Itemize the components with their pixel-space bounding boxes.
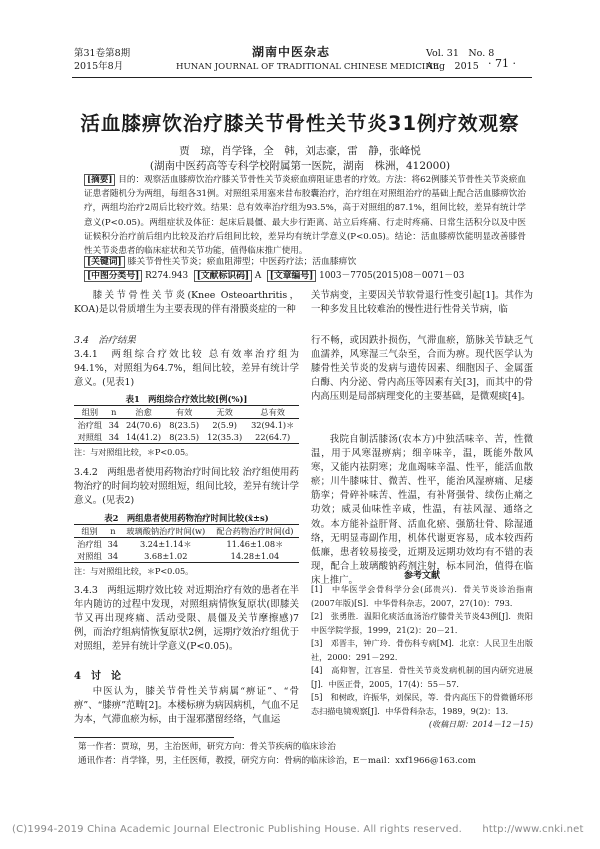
- table-2: [74, 512, 299, 577]
- abstract-label: [摘要]: [84, 174, 115, 186]
- journal-title-en: HUNAN JOURNAL OF TRADITIONAL CHINESE MEDICINE: [176, 62, 440, 72]
- reference-item: [5] 和树政，许振华，刘保民，等．骨内高压下的骨微循环形态扫描电镜观察[J]．中华骨科杂志，1989，9(2)：13．: [311, 692, 533, 716]
- intro-right: 关节病变，主要因关节软骨退行性变引起[1]。其作为一种多发且比较难治的慢性进行性骨关节病，临: [311, 290, 533, 316]
- table-cell: 34: [105, 550, 121, 563]
- copyright-notice: (C)1994-2019 China Academic Journal Electronic Publishing House. All rights reserved. http://www.cnki.net: [12, 824, 584, 835]
- table-cell: 对照组: [74, 550, 105, 563]
- table-cell: 14(41.2): [122, 431, 165, 444]
- keywords-label: [关键词]: [84, 256, 125, 268]
- table-cell: 治疗组: [77, 419, 103, 430]
- reference-item: [1] 中华医学会骨科学分会(邱贵兴)．骨关节炎诊治指南(2007年版)[S]．中华骨科杂志，2007，27(10)：793．: [311, 584, 533, 608]
- table-1-caption: 表1 两组综合疗效比较[例(%)]: [125, 394, 248, 404]
- doc-label: [文献标识码]: [194, 270, 252, 282]
- section-3-4-2-title: 3.4.2 两组患者使用药物治疗时间比较: [74, 467, 240, 478]
- section-4-heading: 4 讨 论: [74, 671, 121, 682]
- table-1-note: 注：与对照组比较，＊P<0.05。: [74, 447, 194, 457]
- section-3-4-1-title: 3.4.1 两组综合疗效比较: [74, 349, 204, 361]
- article-id-value: 1003－7705(2015)08－0071－03: [319, 271, 465, 281]
- section-3-4-2-text: 治疗组使用药物治疗的时间均较对照组短，组间比较，差异有统计学意义。(见表2): [74, 467, 300, 507]
- article-id-label: [文章编号]: [267, 270, 317, 282]
- section-3-4-1: [74, 348, 299, 390]
- table-1-header-cell: n: [106, 406, 122, 419]
- references-list: [311, 583, 533, 732]
- authors: 贾 琼，肖学锋，全 韩，刘志豪，雷 静，张峰悦: [179, 145, 421, 157]
- table-row: [74, 431, 299, 444]
- table-1-header-cell: 组别: [74, 406, 106, 419]
- table-cell: 34: [106, 431, 122, 444]
- table-cell: 14.28±1.04: [211, 550, 299, 563]
- table-cell: 24(70.6): [126, 420, 162, 430]
- section-3-4-3-text: 对近期治疗有效的患者在半年内随访的过程中发现，对照组病情恢复原状(即膝关节又再出现疼痛、活动受限、晨僵及关节摩擦感)7例，而治疗组病情恢复原状2例，远期疗效治疗组优于对照组，差异有统计学意义(P<0.05)。: [74, 585, 299, 653]
- table-cell: 3.68±1.02: [121, 550, 211, 563]
- header-rule: [72, 77, 532, 78]
- table-cell: 2(5.9): [212, 420, 237, 430]
- date-en: Aug 2015: [426, 61, 479, 72]
- section-3-4-heading: 3.4 治疗结果: [74, 335, 136, 346]
- table-cell: 11.46±1.08＊: [226, 538, 284, 549]
- reference-item: [3] 邓晋丰，钟广玲．骨伤科专病[M]．北京：人民卫生出版社，2000：291－292．: [311, 638, 533, 662]
- table-cell: 12(35.3): [203, 431, 246, 444]
- table-cell: 32(94.1)＊: [251, 419, 295, 430]
- table-1-header-cell: 治愈: [122, 406, 165, 419]
- volume-no-en: Vol. 31 No. 8: [426, 48, 495, 59]
- table-cell: 8(23.5): [165, 431, 203, 444]
- reference-item: [4] 高仰智，江容星．骨性关节炎发病机制的国内研究进展[J]．中医正骨，2005，17(4)：55－57．: [311, 665, 533, 689]
- table-cell: 8(23.5): [169, 420, 200, 430]
- keywords-text: 膝关节骨性关节炎；瘀血阻滞型；中医药疗法；活血膝痹饮: [127, 257, 357, 267]
- received-date: (收稿日期：2014－12－15): [428, 719, 533, 729]
- table-2-header-cell: 组别: [74, 525, 105, 538]
- article-title: 活血膝痹饮治疗膝关节骨性关节炎31例疗效观察: [80, 112, 520, 135]
- table-cell: 治疗组: [77, 538, 102, 549]
- table-2-caption: 表2 两组患者使用药物治疗时间比较(x̄±s): [104, 513, 269, 523]
- table-cell: 34: [108, 420, 120, 430]
- table-row: [74, 538, 299, 551]
- section-3-4-3-title: 3.4.3 两组远期疗效比较: [74, 585, 183, 596]
- clc-label: [中图分类号]: [84, 270, 142, 282]
- abstract-text: 目的：观察活血膝痹饮治疗膝关节骨性关节炎瘀血痹阻证患者的疗效。方法：将62例膝关节骨性关节炎瘀血证患者随机分为两组，每组各31例。对照组采用塞来昔布胶囊治疗，治疗组在对照组治疗的基础上配合活血膝痹饮治疗，两组均治疗2周后比较疗效。结果：总有效率治疗组为93.5%，高于对照组的87.1%，组间比较，差异有统计学意义(P<0.05)。两组症状及体征：起床后晨僵、最大步行距离、站立后疼痛、行走时疼痛、日常生活积分以及中医证候积分治疗前后组内比较及治疗后组间比较，差异均有统计学意义(P<0.05)。结论：活血膝痹饮能明显改善膝骨性关节炎患者的临床症状和关节功能，值得临床推广使用。: [84, 175, 526, 257]
- footnote-corresponding-author: 通讯作者：肖学锋，男，主任医师，教授，研究方向：骨病的临床诊治，E－mail：xxf1966@163.com: [78, 756, 476, 766]
- keywords: [84, 256, 526, 268]
- table-row: [74, 550, 299, 563]
- table-2-header-cell: 玻璃酸钠治疗时间(w): [121, 525, 211, 538]
- table-1: [74, 393, 299, 458]
- section-3-4-2: [74, 466, 299, 508]
- table-cell: 22(64.7): [246, 431, 299, 444]
- page-number: · 71 ·: [488, 57, 516, 70]
- table-1-header-cell: 总有效: [246, 406, 299, 419]
- table-2-header-cell: 配合药物治疗时间(d): [211, 525, 299, 538]
- classification: [84, 270, 526, 282]
- clc-value: R274.943: [145, 271, 189, 281]
- intro-left: 膝关节骨性关节炎(Knee Osteoarthritis，KOA)是以骨质增生为主要表现的伴有滑膜炎症的一种: [74, 290, 299, 316]
- table-cell: 3.24±1.14＊: [140, 538, 192, 549]
- footnote-rule: [74, 737, 234, 738]
- footnote-first-author: 第一作者：贾琼，男，主治医师，研究方向：骨关节疾病的临床诊治: [78, 742, 336, 752]
- table-row: [74, 419, 299, 432]
- volume-issue: 第31卷第8期: [74, 48, 131, 59]
- discussion-continued: 行不畅，或因跌扑损伤，气滞血瘀，筋脉关节缺乏气血濡养，风寒湿三气杂至，合而为痹。现代医学认为膝骨性关节炎的发病与遗传因素、细胞因子、金属蛋白酶、内分泌、骨内高压等因素有关[3]，而其中的骨内高压则是局部病理变化的主要基础，是微观痰[4]。: [311, 335, 533, 403]
- issue-date: 2015年8月: [74, 61, 124, 72]
- discussion-paragraph-2: 我院自制活膝汤(农本方)中独活味辛、苦，性微温，用于风寒湿痹病；细辛味辛，温，既能外散风寒，又能内祛阴寒；龙血竭味辛温、性平，能活血散瘀；川牛膝味甘、微苦、性平，能治风湿痹痛、足痿筋挛；骨碎补味苦、性温，有补肾强骨、续伤止痛之功效；威灵仙味性辛咸，性温，有祛风湿、通络之效。本方能补益肝肾、活血化瘀、强筋壮骨、除湿通络，无明显毒副作用，机体代谢更容易，成本较西药低廉，患者较易接受，近期及远期功效均有不错的表现，配合上玻璃酸钠药剂注射，标本同治，值得在临床上推广。: [311, 434, 533, 586]
- section-3-4-1-text: 总有效率治疗组为94.1%，对照组为64.7%，组间比较，差异有统计学意义。(见表1): [74, 349, 299, 389]
- table-cell: 对照组: [74, 431, 106, 444]
- table-1-header-cell: 有效: [165, 406, 203, 419]
- affiliation: (湖南中医药高等专科学校附属第一医院，湖南 株洲，412000): [149, 160, 451, 172]
- table-2-header-cell: n: [105, 525, 121, 538]
- table-1-header-cell: 无效: [203, 406, 246, 419]
- table-2-note: 注：与对照组比较，＊P<0.05。: [74, 566, 194, 576]
- reference-item: [2] 张勇胜．温阳化痰活血汤治疗膝骨关节炎43例[J]．贵阳中医学院学报，1999，21(2)：20－21．: [311, 611, 533, 635]
- references-title: 参考文献: [403, 571, 440, 581]
- abstract: [84, 173, 526, 258]
- journal-title-cn: 湖南中医杂志: [252, 45, 331, 59]
- section-4-text: 中医认为，膝关节骨性关节病属“痹证”、“骨痹”、“膝痹”范畴[2]。本楼标痹为病因病机，气血不足为本，气滞血瘀为标，由于湿邪潴留经络，气血运: [74, 686, 299, 726]
- table-cell: 34: [107, 539, 119, 549]
- section-3-4-3: [74, 584, 299, 654]
- doc-value: A: [254, 271, 262, 281]
